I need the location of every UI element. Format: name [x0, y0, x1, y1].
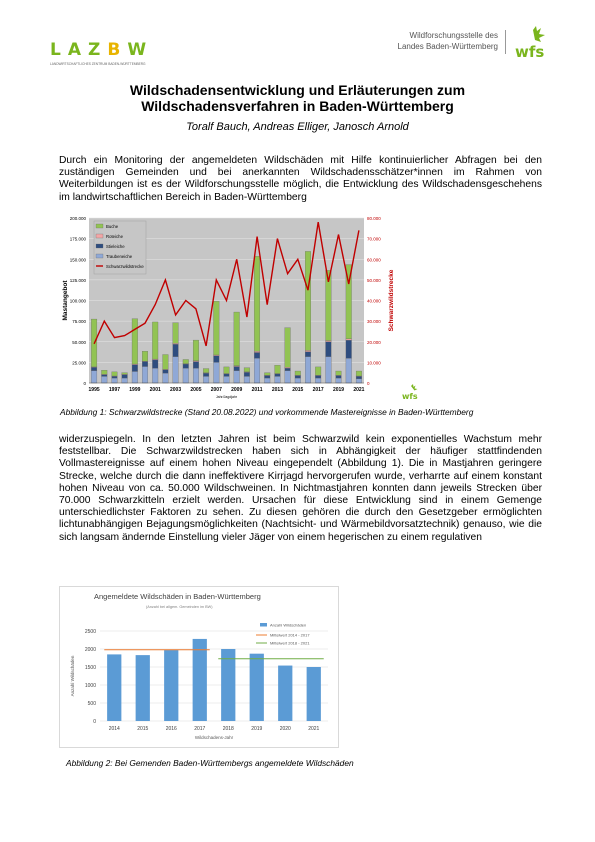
bar-buche	[214, 301, 220, 355]
x-tick-label: 2020	[279, 726, 291, 732]
bar-wildschaeden	[193, 639, 207, 721]
bar-traubeneiche	[91, 371, 97, 383]
figure-1-chart	[59, 213, 399, 404]
x-tick-label: 2016	[165, 726, 177, 732]
bar-traubeneiche	[214, 362, 220, 383]
x-axis-label: Wildschadens-Jahr	[194, 735, 234, 740]
bar-traubeneiche	[132, 371, 138, 383]
bar-buche	[142, 351, 148, 361]
bar-stieleiche	[224, 374, 230, 376]
bar-stieleiche	[326, 342, 332, 357]
document-authors: Toralf Bauch, Andreas Elliger, Janosch Arnold	[186, 121, 409, 133]
bar-stieleiche	[346, 340, 352, 358]
bar-stieleiche	[173, 344, 179, 356]
legend-label: Schwarzwildstrecke	[106, 264, 144, 269]
y-tick-label: 2500	[84, 629, 96, 635]
bar-roteiche	[326, 341, 332, 342]
bar-stieleiche	[203, 373, 209, 376]
lazbw-logo-letter: L	[50, 40, 61, 60]
x-tick-label: 2021	[308, 726, 320, 732]
bar-buche	[173, 323, 179, 344]
bar-traubeneiche	[122, 378, 128, 383]
bar-stieleiche	[163, 370, 169, 373]
bar-wildschaeden	[107, 654, 121, 721]
y-tick-label: 1000	[84, 683, 96, 689]
bar-stieleiche	[122, 375, 128, 378]
bar-traubeneiche	[326, 357, 332, 383]
bar-stieleiche	[101, 375, 107, 377]
legend-label: Mittelwert 2018 - 2021	[270, 640, 310, 646]
bar-buche	[315, 367, 321, 375]
bar-buche	[101, 370, 107, 374]
bar-traubeneiche	[346, 358, 352, 383]
bar-traubeneiche	[264, 378, 270, 383]
bar-traubeneiche	[305, 357, 311, 383]
bar-traubeneiche	[193, 368, 199, 383]
bar-traubeneiche	[112, 378, 118, 383]
bar-traubeneiche	[163, 373, 169, 383]
bar-wildschaeden	[307, 667, 321, 721]
legend-swatch	[96, 244, 103, 248]
bar-roteiche	[346, 339, 352, 340]
x-tick-label: 2013	[271, 387, 283, 393]
y-tick-label: 0	[83, 381, 86, 386]
bar-traubeneiche	[183, 368, 189, 383]
y2-tick-label: 40.000	[367, 298, 381, 304]
bar-stieleiche	[315, 376, 321, 378]
x-tick-label: 2003	[170, 387, 182, 393]
wfs-logo-line2: Landes Baden-Württemberg	[397, 42, 498, 51]
x-tick-label: 2007	[210, 387, 222, 393]
bar-wildschaeden	[136, 655, 150, 721]
x-tick-label: 2017	[312, 387, 324, 393]
bar-traubeneiche	[295, 378, 301, 383]
x-tick-label: 2015	[292, 387, 304, 393]
y-axis-label: Anzahl Wildschäden	[70, 655, 75, 697]
wfs-logo-text	[378, 30, 498, 52]
chart-title: Angemeldete Wildschäden in Baden-Württemberg	[94, 592, 261, 601]
bar-buche	[275, 365, 281, 373]
bar-buche	[193, 340, 199, 361]
bar-stieleiche	[183, 364, 189, 368]
bar-buche	[264, 373, 270, 375]
bar-buche	[163, 355, 169, 370]
bar-buche	[234, 312, 240, 366]
svg-text:wfs: wfs	[402, 392, 418, 400]
bar-stieleiche	[112, 376, 118, 378]
y2-tick-label: 60.000	[367, 257, 381, 263]
bar-roteiche	[305, 350, 311, 351]
bar-stieleiche	[275, 374, 281, 376]
y-tick-label: 2000	[84, 647, 96, 653]
bar-buche	[122, 373, 128, 375]
bar-buche	[305, 251, 311, 350]
x-tick-label: 2019	[332, 387, 345, 393]
bar-buche	[336, 371, 342, 375]
y-tick-label: 50.000	[72, 339, 86, 345]
lazbw-logo-subtext: LANDWIRTSCHAFTLICHES ZENTRUM BADEN-WÜRTTEMBERG	[50, 62, 146, 66]
y2-axis-label: Schwarzwildstrecke	[388, 269, 395, 332]
bar-traubeneiche	[142, 367, 148, 384]
legend-label: Buche	[106, 224, 119, 229]
y-tick-label: 175.000	[69, 236, 86, 242]
bar-wildschaeden	[164, 650, 178, 721]
x-axis-label: Jahr/Jagdjahr	[215, 395, 238, 399]
bar-buche	[112, 372, 118, 376]
svg-text:wfs: wfs	[515, 43, 545, 60]
legend-label: Roteiche	[106, 234, 123, 239]
bar-traubeneiche	[244, 376, 250, 383]
bar-traubeneiche	[275, 376, 281, 383]
x-tick-label: 2018	[222, 726, 234, 732]
legend-label: Anzahl Wildschäden	[270, 622, 307, 628]
bar-buche	[203, 369, 209, 373]
wfs-logo-line1: Wildforschungsstelle des	[409, 31, 498, 40]
paragraph-development: widerzuspiegeln. In den letzten Jahren ist beim Schwarzwild kein exponentielles Wachstum mehr feststellbar. Die Schwarzwildstrecken haben sich in Abhängigkeit der häufiger stattfindenden Vollmastereignisse auf einem hohen Niveau eingependelt (Abbildung 1). Die in Mastjahren geringere Strecke, welche durch die dann ineffektivere Kirrjagd hervorgerufen wurde, verharrte auf einem konstant hohen Niveau von ca. 50.000 Wildschweinen. In Nichtmastjahren konnten dann jeweils Strecken über 70.000 Schwarzkitteln erzielt werden. Ursachen für diese Entwicklung sind in einem Gemenge unterschiedlichster Faktoren zu sehen. Zu diesen gehören die durch den Gesetzgeber ermöglichten lichtunabhängigen Bejagungsmöglichkeiten (Nachtsicht- und Wärmebildvorsatztechnik) genauso, wie die sich langsam ändernde Einstellung vieler Jäger von einem hegerischen zu einem regulativen	[59, 434, 542, 543]
bar-traubeneiche	[152, 368, 158, 383]
bar-traubeneiche	[203, 376, 209, 383]
bar-buche	[224, 367, 230, 374]
y2-tick-label: 10.000	[367, 360, 381, 366]
bar-stieleiche	[356, 376, 362, 378]
bar-stieleiche	[142, 362, 148, 367]
bar-stieleiche	[214, 356, 220, 363]
y-tick-label: 1500	[84, 665, 96, 671]
bar-stieleiche	[295, 376, 301, 378]
document-title-line1: Wildschadensentwicklung und Erläuterungen zum	[129, 82, 466, 98]
lazbw-logo-letter: A	[67, 40, 82, 60]
x-tick-label: 2009	[231, 387, 243, 393]
document-title	[40, 82, 555, 114]
bar-wildschaeden	[250, 654, 264, 721]
figure-2-caption: Abbildung 2: Bei Gemenden Baden-Württembergs angemeldete Wildschäden	[66, 758, 354, 768]
bar-traubeneiche	[315, 378, 321, 383]
bar-buche	[244, 368, 250, 372]
y-tick-label: 75.000	[72, 319, 86, 325]
x-tick-label: 2014	[108, 726, 120, 732]
x-tick-label: 1999	[129, 387, 141, 393]
figure-1-caption: Abbildung 1: Schwarzwildstrecke (Stand 20.08.2022) und vorkommende Mastereignisse in Baden-Württemberg	[60, 407, 474, 417]
bar-stieleiche	[152, 360, 158, 368]
wfs-logo	[368, 26, 554, 62]
lazbw-logo-letter: Z	[88, 40, 101, 60]
bar-traubeneiche	[254, 358, 260, 383]
y-axis-label: Mastangebot	[62, 280, 69, 321]
legend-label: Mittelwert 2014 - 2017	[270, 632, 310, 638]
x-tick-label: 1995	[88, 387, 100, 393]
bar-traubeneiche	[234, 371, 240, 383]
y2-tick-label: 80.000	[367, 216, 381, 221]
bar-stieleiche	[264, 376, 270, 378]
x-tick-label: 2019	[251, 726, 263, 732]
y2-tick-label: 0	[367, 381, 370, 386]
x-tick-label: 1997	[108, 387, 121, 393]
bar-stieleiche	[254, 352, 260, 358]
schwarzwild-chart	[59, 213, 399, 404]
bar-buche	[295, 371, 301, 375]
x-tick-label: 2021	[353, 387, 365, 393]
lazbw-logo-letters	[50, 40, 160, 60]
y2-tick-label: 50.000	[367, 277, 381, 283]
wfs-deer-icon	[511, 26, 555, 60]
wildschaeden-chart	[60, 587, 338, 747]
x-tick-label: 2001	[149, 387, 161, 393]
y2-tick-label: 30.000	[367, 319, 381, 325]
x-tick-label: 2015	[137, 726, 149, 732]
bar-traubeneiche	[336, 378, 342, 383]
legend-label: Stieleiche	[106, 244, 125, 249]
y2-tick-label: 20.000	[367, 339, 381, 345]
legend-swatch	[260, 623, 267, 627]
bar-stieleiche	[132, 365, 138, 372]
bar-roteiche	[254, 351, 260, 352]
y-tick-label: 25.000	[72, 360, 86, 366]
bar-stieleiche	[285, 368, 291, 370]
wfs-small-logo-icon	[400, 384, 422, 400]
bar-wildschaeden	[278, 666, 292, 721]
bar-stieleiche	[305, 352, 311, 357]
bar-traubeneiche	[356, 379, 362, 383]
y-tick-label: 125.000	[69, 277, 86, 283]
legend-label: Traubeneiche	[106, 254, 133, 259]
bar-traubeneiche	[101, 376, 107, 383]
y-tick-label: 200.000	[69, 216, 86, 221]
x-tick-label: 2017	[194, 726, 206, 732]
chart-subtitle: (Anzahl bei allgem. Gemeinden im BW)	[146, 605, 213, 609]
wfs-logo-divider	[505, 30, 506, 54]
bar-buche	[152, 322, 158, 359]
bar-stieleiche	[91, 367, 97, 370]
paragraph-intro: Durch ein Monitoring der angemeldeten Wildschäden mit Hilfe kontinuierlicher Abfragen bei den zuständigen Gemeinden und bei anerkannten Wildschadensschätzer*innen im Rahmen von Weiterbildungen ist es der Wildforschungsstelle möglich, die Entwicklung des Wildschadensgeschehens im landwirtschaftlichen Bereich in Baden-Württemberg	[59, 155, 542, 203]
bar-stieleiche	[193, 362, 199, 369]
bar-traubeneiche	[173, 357, 179, 383]
bar-buche	[356, 371, 362, 376]
y-tick-label: 0	[93, 719, 96, 725]
bar-buche	[254, 256, 260, 351]
bar-buche	[132, 319, 138, 364]
bar-stieleiche	[336, 376, 342, 378]
legend-swatch	[96, 254, 103, 258]
legend-swatch	[96, 224, 103, 228]
bar-traubeneiche	[285, 371, 291, 383]
y2-tick-label: 70.000	[367, 236, 381, 242]
lazbw-logo	[50, 40, 160, 70]
y-tick-label: 100.000	[69, 298, 86, 304]
bar-buche	[183, 359, 189, 363]
figure-2-chart	[59, 586, 339, 748]
bar-traubeneiche	[224, 376, 230, 383]
x-tick-label: 2005	[190, 387, 202, 393]
y-tick-label: 150.000	[69, 257, 86, 263]
lazbw-logo-letter: B	[107, 40, 121, 60]
bar-stieleiche	[244, 372, 250, 376]
bar-stieleiche	[234, 367, 240, 371]
legend-swatch	[96, 234, 103, 238]
bar-wildschaeden	[221, 649, 235, 721]
bar-buche	[285, 328, 291, 368]
document-title-line2: Wildschadensverfahren in Baden-Württemberg	[141, 98, 454, 114]
x-tick-label: 2011	[251, 387, 263, 393]
lazbw-logo-letter: W	[127, 40, 147, 60]
y-tick-label: 500	[87, 701, 96, 707]
